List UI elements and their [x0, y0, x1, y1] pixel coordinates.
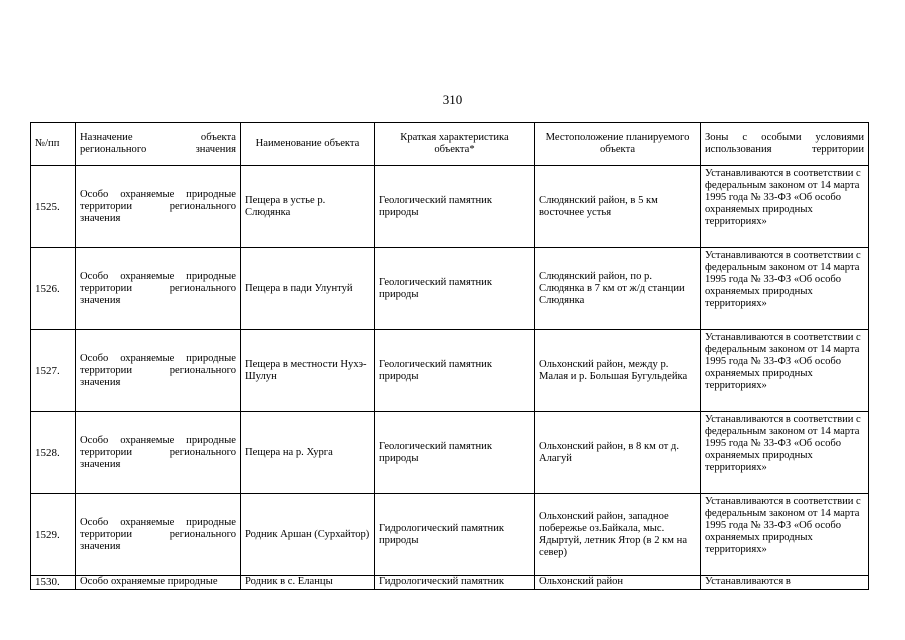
row-location: Ольхонский район, в 8 км от д. Алагуй: [535, 412, 701, 494]
row-characteristic: Гидрологический памятник: [375, 576, 535, 590]
objects-table: [30, 122, 869, 590]
row-zone: Устанавливаются в соответствии с федеральным законом от 14 марта 1995 года № 33-ФЗ «Об особо охраняемых природных территориях»: [701, 412, 869, 494]
row-location: Слюдянский район, в 5 км восточнее устья: [535, 166, 701, 248]
header-purpose: Назначение объекта регионального значения: [76, 123, 241, 166]
row-location: Ольхонский район, между р. Малая и р. Большая Бугульдейка: [535, 330, 701, 412]
table-row-partial: [31, 576, 869, 590]
row-number: 1530.: [31, 576, 76, 590]
row-characteristic: Геологический памятник природы: [375, 166, 535, 248]
header-zones: Зоны с особыми условиями использования территории: [701, 123, 869, 166]
row-number: 1527.: [31, 330, 76, 412]
table-row: [31, 166, 869, 248]
table-row: [31, 412, 869, 494]
row-name: Пещера в пади Улунтуй: [241, 248, 375, 330]
table-row: [31, 494, 869, 576]
row-name: Родник Аршан (Сурхайтор): [241, 494, 375, 576]
row-name: Родник в с. Еланцы: [241, 576, 375, 590]
row-purpose: Особо охраняемые природные: [76, 576, 241, 590]
row-purpose: Особо охраняемые природные территории регионального значения: [76, 330, 241, 412]
header-location: Местоположение планируемого объекта: [535, 123, 701, 166]
row-name: Пещера в местности Нухэ-Шулун: [241, 330, 375, 412]
row-purpose: Особо охраняемые природные территории регионального значения: [76, 166, 241, 248]
row-characteristic: Геологический памятник природы: [375, 248, 535, 330]
row-characteristic: Геологический памятник природы: [375, 330, 535, 412]
row-zone: Устанавливаются в: [701, 576, 869, 590]
table-row: [31, 248, 869, 330]
row-characteristic: Гидрологический памятник природы: [375, 494, 535, 576]
row-name: Пещера на р. Хурга: [241, 412, 375, 494]
row-purpose: Особо охраняемые природные территории регионального значения: [76, 494, 241, 576]
row-location: Ольхонский район, западное побережье оз.Байкала, мыс. Ядыртуй, летник Ятор (в 2 км на север): [535, 494, 701, 576]
row-number: 1526.: [31, 248, 76, 330]
row-zone: Устанавливаются в соответствии с федеральным законом от 14 марта 1995 года № 33-ФЗ «Об особо охраняемых природных территориях»: [701, 494, 869, 576]
row-location: Слюдянский район, по р. Слюдянка в 7 км от ж/д станции Слюдянка: [535, 248, 701, 330]
row-purpose: Особо охраняемые природные территории регионального значения: [76, 248, 241, 330]
row-zone: Устанавливаются в соответствии с федеральным законом от 14 марта 1995 года № 33-ФЗ «Об особо охраняемых природных территориях»: [701, 248, 869, 330]
table-row: [31, 330, 869, 412]
row-number: 1528.: [31, 412, 76, 494]
header-number: №/пп: [31, 123, 76, 166]
header-characteristic: Краткая характеристика объекта*: [375, 123, 535, 166]
row-zone: Устанавливаются в соответствии с федеральным законом от 14 марта 1995 года № 33-ФЗ «Об особо охраняемых природных территориях»: [701, 330, 869, 412]
row-purpose: Особо охраняемые природные территории регионального значения: [76, 412, 241, 494]
row-name: Пещера в устье р. Слюдянка: [241, 166, 375, 248]
row-number: 1529.: [31, 494, 76, 576]
row-location: Ольхонский район: [535, 576, 701, 590]
header-name: Наименование объекта: [241, 123, 375, 166]
row-zone: Устанавливаются в соответствии с федеральным законом от 14 марта 1995 года № 33-ФЗ «Об особо охраняемых природных территориях»: [701, 166, 869, 248]
page-number: 310: [442, 92, 463, 107]
row-number: 1525.: [31, 166, 76, 248]
row-characteristic: Геологический памятник природы: [375, 412, 535, 494]
table-header-row: [31, 123, 869, 166]
